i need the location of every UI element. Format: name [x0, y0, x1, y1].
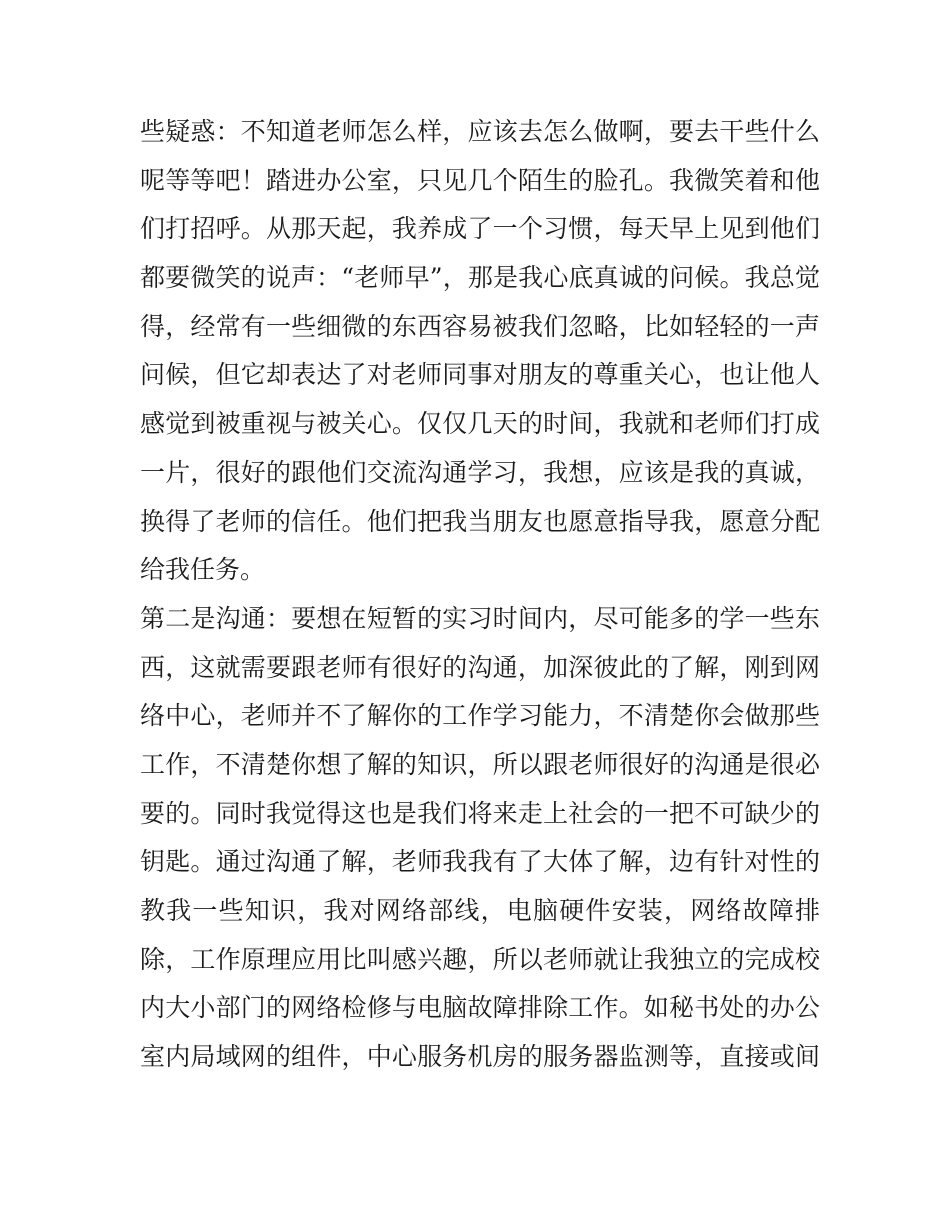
text-line: 室内局域网的组件，中心服务机房的服务器监测等，直接或间	[140, 1042, 820, 1072]
text-line: 除，工作原理应用比叫感兴趣，所以老师就让我独立的完成校	[140, 944, 820, 974]
text-line: 要的。同时我觉得这也是我们将来走上社会的一把不可缺少的	[140, 798, 820, 828]
text-line: 内大小部门的网络检修与电脑故障排除工作。如秘书处的办公	[140, 993, 820, 1023]
text-line: 些疑惑：不知道老师怎么样，应该去怎么做啊，要去干些什么	[140, 117, 820, 146]
text-line: 呢等等吧！踏进办公室，只见几个陌生的脸孔。我微笑着和他	[140, 165, 820, 195]
text-line: 得，经常有一些细微的东西容易被我们忽略，比如轻轻的一声	[140, 311, 820, 341]
text-line: 西，这就需要跟老师有很好的沟通，加深彼此的了解，刚到网	[140, 652, 820, 682]
text-line: 给我任务。	[140, 555, 266, 585]
text-line: 第二是沟通：要想在短暂的实习时间内，尽可能多的学一些东	[140, 603, 820, 633]
text-line: 问候，但它却表达了对老师同事对朋友的尊重关心，也让他人	[140, 360, 820, 390]
body-text	[140, 108, 820, 1082]
text-line: 感觉到被重视与被关心。仅仅几天的时间，我就和老师们打成	[140, 409, 820, 439]
text-line: 教我一些知识，我对网络部线，电脑硬件安装，网络故障排	[140, 896, 820, 925]
text-line: 换得了老师的信任。他们把我当朋友也愿意指导我，愿意分配	[140, 506, 820, 536]
text-line: 络中心，老师并不了解你的工作学习能力，不清楚你会做那些	[140, 701, 820, 731]
text-line: 钥匙。通过沟通了解，老师我我有了大体了解，边有针对性的	[140, 847, 820, 877]
text-line: 一片，很好的跟他们交流沟通学习，我想，应该是我的真诚，	[140, 457, 820, 487]
text-line: 工作，不清楚你想了解的知识，所以跟老师很好的沟通是很必	[140, 749, 820, 779]
text-line: 们打招呼。从那天起，我养成了一个习惯，每天早上见到他们	[140, 214, 820, 244]
text-line: 都要微笑的说声：“老师早”，那是我心底真诚的问候。我总觉	[140, 263, 820, 293]
